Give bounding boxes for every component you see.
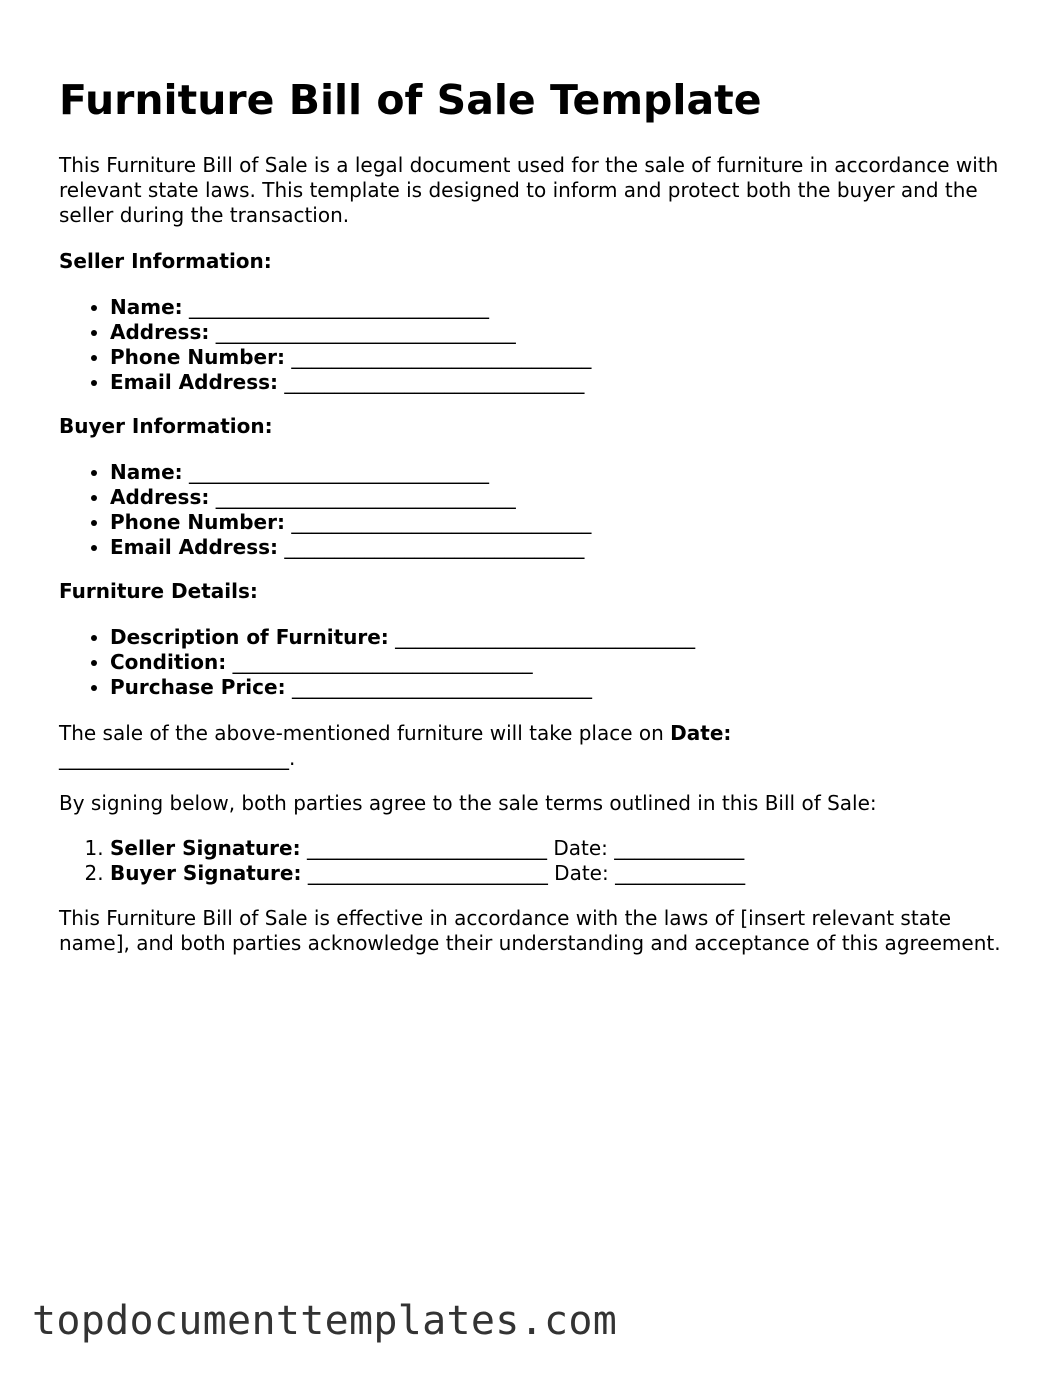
furniture-description-field: • Description of Furniture: ______________________________ [110, 625, 695, 650]
seller-address-field: • Address: ______________________________ [110, 320, 591, 345]
buyer-signature-line: 2. Buyer Signature: ________________________ Date: _____________ [110, 861, 745, 886]
sale-date-label: Date: [670, 721, 732, 745]
closing-paragraph: This Furniture Bill of Sale is effective in accordance with the laws of [insert relevant state name], and both parties acknowledge their understanding and acceptance of this agreement. [59, 906, 1001, 955]
seller-phone-blank[interactable]: ______________________________ [291, 345, 592, 369]
seller-signature-blank[interactable]: ________________________ [306, 836, 547, 860]
seller-signature-date-blank[interactable]: _____________ [614, 836, 745, 860]
seller-heading: Seller Information: [59, 249, 272, 273]
signature-list [59, 836, 745, 886]
buyer-signature-date-blank[interactable]: _____________ [615, 861, 746, 885]
buyer-email-field: • Email Address: ______________________________ [110, 535, 591, 560]
buyer-phone-field: • Phone Number: ______________________________ [110, 510, 591, 535]
buyer-address-field: • Address: ______________________________ [110, 485, 591, 510]
intro-paragraph: This Furniture Bill of Sale is a legal document used for the sale of furniture in accordance with relevant state laws. This template is designed to inform and protect both the buyer and the seller during the transaction. [59, 153, 999, 227]
seller-fields [59, 295, 591, 395]
seller-signature-line: 1. Seller Signature: ________________________ Date: _____________ [110, 836, 745, 861]
buyer-fields [59, 460, 591, 560]
furniture-fields [59, 625, 695, 700]
buyer-address-blank[interactable]: ______________________________ [215, 485, 516, 509]
seller-phone-field: • Phone Number: ______________________________ [110, 345, 591, 370]
seller-email-field: • Email Address: ______________________________ [110, 370, 591, 395]
buyer-signature-blank[interactable]: ________________________ [307, 861, 548, 885]
site-watermark: topdocumenttemplates.com [32, 1298, 618, 1344]
buyer-heading: Buyer Information: [59, 414, 273, 438]
buyer-name-blank[interactable]: ______________________________ [189, 460, 489, 484]
seller-email-blank[interactable]: ______________________________ [284, 370, 585, 394]
buyer-email-blank[interactable]: ______________________________ [284, 535, 585, 559]
seller-name-field: • Name: ______________________________ [110, 295, 591, 320]
furniture-description-blank[interactable]: ______________________________ [395, 625, 696, 649]
buyer-phone-blank[interactable]: ______________________________ [291, 510, 592, 534]
seller-name-blank[interactable]: ______________________________ [189, 295, 489, 319]
buyer-name-field: • Name: ______________________________ [110, 460, 591, 485]
agreement-paragraph: By signing below, both parties agree to the sale terms outlined in this Bill of Sale: [59, 791, 877, 815]
page-title: Furniture Bill of Sale Template [59, 76, 762, 124]
furniture-heading: Furniture Details: [59, 579, 258, 603]
furniture-condition-blank[interactable]: ______________________________ [232, 650, 533, 674]
furniture-condition-field: • Condition: ______________________________ [110, 650, 695, 675]
seller-address-blank[interactable]: ______________________________ [215, 320, 516, 344]
furniture-price-field: • Purchase Price: ______________________________ [110, 675, 695, 700]
sale-date-blank[interactable]: _______________________ [59, 746, 289, 770]
sale-date-paragraph: The sale of the above-mentioned furniture will take place on Date: _______________________. [59, 721, 732, 770]
furniture-price-blank[interactable]: ______________________________ [291, 675, 592, 699]
